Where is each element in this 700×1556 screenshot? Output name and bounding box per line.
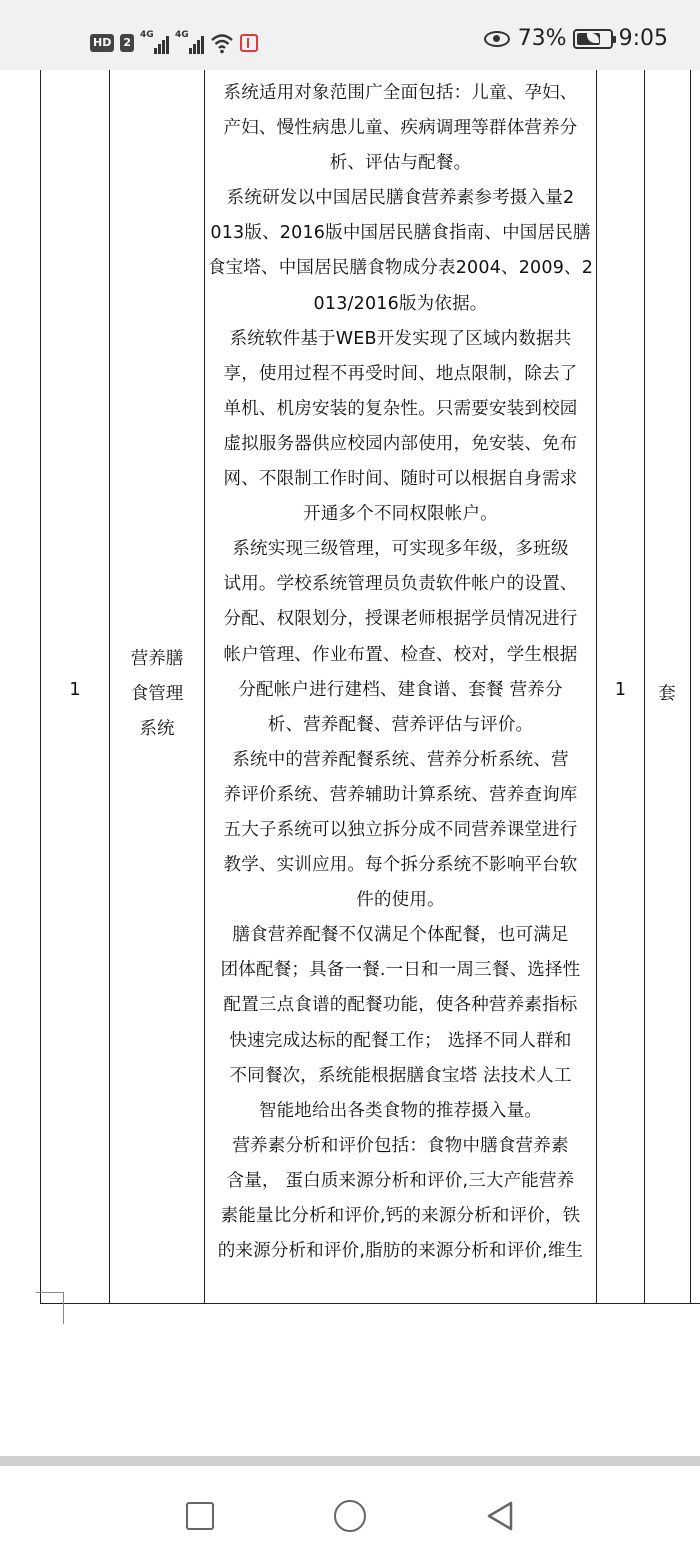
table-border-col6 (690, 70, 691, 1304)
description-line: 析、评估与配餐。 (329, 153, 472, 174)
description-line: 系统中的营养配餐系统、营养分析系统、营 (232, 749, 569, 770)
item-name-line: 食管理 (130, 684, 184, 704)
battery-percent: 73% (517, 26, 567, 51)
description-line: 帐户管理、作业布置、检查、校对，学生根据 (223, 644, 578, 665)
cell-quantity: 1 (614, 680, 627, 700)
item-name-line: 营养膳 (130, 649, 184, 669)
network-type-label: 4G (140, 30, 154, 40)
description-line: 膳食营养配餐不仅满足个体配餐，也可满足 (232, 925, 569, 946)
description-line: 享，使用过程不再受时间、地点限制，除去了 (223, 363, 578, 384)
bottom-separator (0, 1456, 700, 1466)
description-line: 团体配餐；具备一餐.一日和一周三餐、选择性 (220, 960, 581, 981)
description-line: 虚拟服务器供应校园内部使用，免安装、免布 (223, 433, 578, 454)
crop-mark-vertical (63, 1292, 64, 1324)
system-navigation-bar (0, 1466, 700, 1556)
description-line: 含量， 蛋白质来源分析和评价,三大产能营养 (226, 1170, 575, 1191)
item-name-line: 系统 (139, 719, 175, 739)
back-button[interactable] (484, 1500, 516, 1532)
description-line: 不同餐次，系统能根据膳食宝塔 法技术人工 (229, 1065, 572, 1086)
cell-sequence-number: 1 (69, 680, 81, 700)
reader-app-notification-icon (240, 34, 258, 52)
status-right-icons (484, 26, 668, 51)
network-type-label-2: 4G (175, 30, 189, 40)
description-line: 配置三点食谱的配餐功能，使各种营养素指标 (223, 995, 578, 1016)
table-border-bottom (40, 1303, 700, 1304)
description-line: 产妇、慢性病患儿童、疾病调理等群体营养分 (223, 118, 578, 139)
description-line: 食宝塔、中国居民膳食物成分表2004、2009、2 (207, 258, 594, 279)
cell-description (205, 76, 596, 1269)
crop-mark-horizontal (36, 1292, 64, 1293)
description-line: 五大子系统可以独立拆分成不同营养课堂进行 (223, 819, 578, 840)
home-button[interactable] (334, 1500, 366, 1532)
description-line: 快速完成达标的配餐工作； 选择不同人群和 (229, 1030, 572, 1051)
description-line: 营养素分析和评价包括：食物中膳食营养素 (232, 1135, 569, 1156)
description-line: 养评价系统、营养辅助计算系统、营养查询库 (223, 784, 578, 805)
description-line: 系统实现三级管理，可实现多年级，多班级 (232, 539, 569, 560)
description-line: 智能地给出各类食物的推荐摄入量。 (258, 1100, 543, 1121)
description-line: 试用。学校系统管理员负责软件帐户的设置、 (223, 574, 578, 595)
recent-apps-button[interactable] (186, 1502, 214, 1530)
status-bar (0, 0, 700, 70)
cell-item-name (110, 642, 204, 747)
clock-time: 9:05 (618, 26, 668, 51)
description-line: 013/2016版为依据。 (313, 293, 488, 314)
description-line: 系统适用对象范围广全面包括：儿童、孕妇、 (223, 83, 578, 103)
description-line: 013版、2016版中国居民膳食指南、中国居民膳 (210, 223, 591, 244)
description-line: 单机、机房安装的复杂性。只需要安装到校园 (223, 398, 578, 419)
description-line: 系统研发以中国居民膳食营养素参考摄入量2 (226, 188, 575, 209)
description-line: 网、不限制工作时间、随时可以根据自身需求 (223, 469, 578, 490)
sim-slot-icon: 2 (120, 34, 134, 52)
description-line: 分配、权限划分，授课老师根据学员情况进行 (223, 609, 578, 630)
description-line: 系统软件基于WEB开发实现了区域内数据共 (229, 328, 572, 349)
description-line: 件的使用。 (356, 890, 445, 911)
description-line: 析、营养配餐、营养评估与评价。 (267, 714, 534, 735)
description-line: 素能量比分析和评价,钙的来源分析和评价，铁 (220, 1206, 581, 1226)
hd-voice-icon: HD (90, 34, 114, 52)
wifi-icon (210, 32, 234, 54)
description-line: 教学、实训应用。每个拆分系统不影响平台软 (223, 855, 578, 876)
description-line: 开通多个不同权限帐户。 (303, 504, 498, 525)
document-page[interactable] (0, 70, 700, 1456)
description-line: 分配帐户进行建档、建食谱、套餐 营养分 (238, 679, 563, 700)
description-line: 的来源分析和评价,脂肪的来源分析和评价,维生 (217, 1241, 584, 1262)
status-left-icons (90, 28, 258, 58)
cell-unit: 套 (658, 684, 676, 704)
signal-strength-icon (140, 32, 169, 54)
signal-strength-icon-2 (175, 32, 204, 54)
eye-comfort-icon (484, 31, 510, 47)
battery-icon (573, 29, 613, 49)
